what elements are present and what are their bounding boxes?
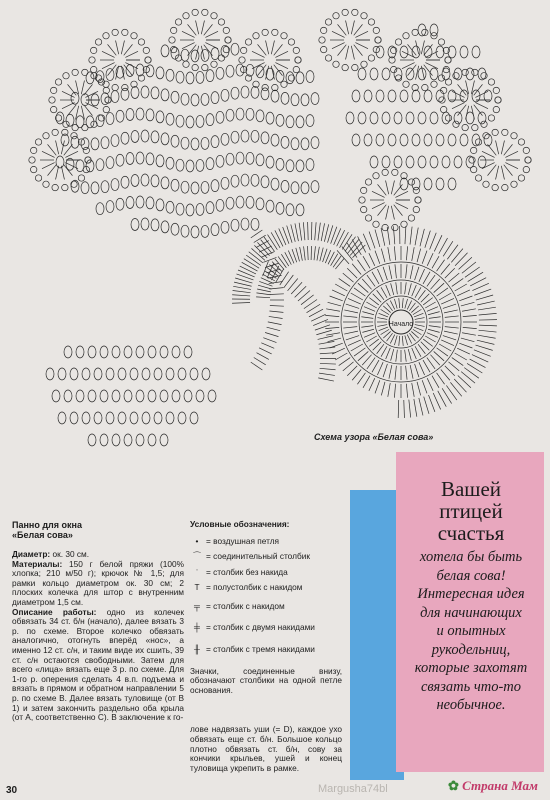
promo-line: и опытных <box>436 623 506 639</box>
single-crochet-icon: ˈ <box>195 566 199 577</box>
promo-title-line: счастья <box>437 521 505 545</box>
site-name: Страна Мам <box>462 778 538 793</box>
chain-stitch-icon: • <box>195 535 199 546</box>
half-double-crochet-icon: T <box>194 582 200 593</box>
double-treble-crochet-icon: ╫ <box>194 643 200 654</box>
legend-text: = воздушная петля <box>206 535 280 546</box>
promo-line: связать что-то <box>420 678 522 695</box>
promo-line: хотела бы быть <box>419 549 523 565</box>
diameter-value: ок. 30 см. <box>50 549 90 559</box>
diameter-label: Диаметр: <box>12 549 51 559</box>
promo-line: белая сова! <box>436 567 506 584</box>
legend-row <box>190 582 342 594</box>
promo-line: которые захотят <box>414 660 528 676</box>
legend-row <box>190 567 342 579</box>
promo-line: рукодельниц, <box>431 641 511 658</box>
double-crochet-icon: ╤ <box>194 600 200 611</box>
slip-stitch-icon: ⌒ <box>192 551 202 562</box>
article-title-line: Панно для окна <box>12 520 82 530</box>
legend-row <box>190 536 342 548</box>
legend-text: = столбик с накидом <box>206 600 285 611</box>
article-title <box>12 520 184 540</box>
promo-title-line: Вашей <box>440 477 502 501</box>
legend-note: Значки, соединенные внизу, обозначают столбики на одной петле основания. <box>190 665 342 695</box>
description-label: Описание работы: <box>12 606 97 617</box>
legend-text: = столбик с тремя накидами <box>206 643 315 654</box>
legend-text: = столбик без накида <box>206 566 288 577</box>
description-paragraph <box>12 608 184 723</box>
watermark: Margusha74bl <box>318 783 388 795</box>
promo-text <box>404 458 538 758</box>
promo-body <box>404 548 538 715</box>
legend-row <box>190 551 342 563</box>
promo-line: для начинающих <box>420 604 522 621</box>
legend-text: = полустолбик с накидом <box>206 582 303 593</box>
promo-line: Интересная идея <box>417 586 525 602</box>
materials-paragraph <box>12 560 184 608</box>
materials-label: Материалы: <box>12 558 63 569</box>
diagram-caption: Схема узора «Белая сова» <box>314 432 434 442</box>
description-value: одно из колечек обвязать 34 ст. б/н (начало), далее вязать 3 р. по схеме. Второе колечко обвязать аналогично, отогнуть вперёд «нос», а именно 12 ст. с/н, и таким виде их сшить, 39 ст. с/н остаются свободными. Затем для всего «лица» вязать еще 3 р. по схеме. Для 1-го р. оперения сделать 4 в.п. подъема и вязать в прямом и обратном направлении 5 р. по схеме В. Далее вязать туловище (от В 1) и затем закончить раздельно оба крыла (от А, соответственно С). В заключение к го- <box>12 606 184 723</box>
flower-icon: ✿ <box>448 778 459 793</box>
promo-line: необычное. <box>436 697 506 713</box>
legend-row <box>190 598 342 616</box>
promo-title <box>404 478 538 544</box>
legend-row <box>190 641 342 659</box>
article-title-line: «Белая сова» <box>12 530 73 540</box>
legend-row <box>190 619 342 637</box>
site-logo <box>448 778 538 794</box>
diagram-center-label: Начало <box>388 321 414 328</box>
article-column <box>12 520 184 723</box>
legend-column <box>190 520 342 773</box>
article-continuation: лове надвязать уши (= D), каждое ухо обвязать еще ст. б/н. Большое кольцо плотно обвязать ст. б/н, сову за кончики крыльев, ушей и конец туловища укрепить в рамке. <box>190 724 342 773</box>
legend-text: = столбик с двумя накидами <box>206 622 315 633</box>
treble-crochet-icon: ╪ <box>194 622 200 633</box>
promo-title-line: птицей <box>439 499 503 523</box>
page-number: 30 <box>6 785 18 796</box>
legend-heading: Условные обозначения: <box>190 519 290 529</box>
materials-value: 150 г белой пряжи (100% хлопка; 210 м/50 г); крючок № 1,5; для рамки кольцо диаметром ок. 30 см; 2 плоских колечка для штор с внутренним диаметром 1,5 см. <box>12 558 184 607</box>
legend-text: = соединительный столбик <box>206 551 310 562</box>
